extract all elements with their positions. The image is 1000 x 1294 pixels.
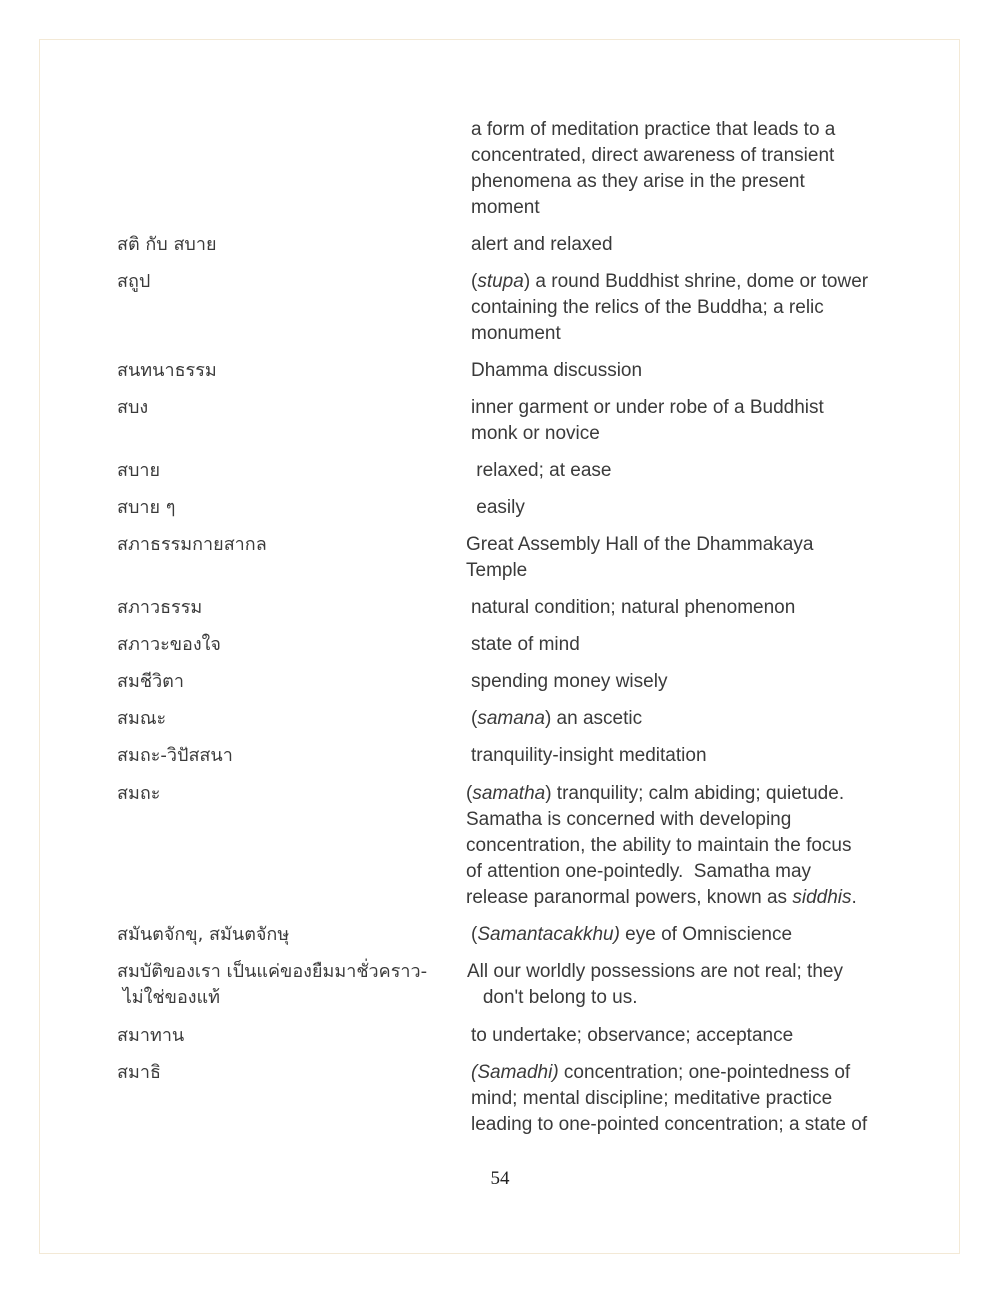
definition-italic: (Samadhi): [471, 1062, 559, 1083]
entry-term: สมันตจักขุ, สมันตจักษุ: [117, 924, 290, 945]
entry-term: สมชีวิตา: [117, 671, 184, 692]
entry-term: สมาทาน: [117, 1025, 185, 1046]
definition-text: (: [471, 271, 478, 292]
entry-term: สบาย: [117, 460, 161, 481]
definition-italic: siddhis: [792, 887, 852, 908]
definition-text: (: [471, 708, 478, 729]
entry-definition: Dhamma discussion: [471, 360, 643, 381]
entry-term: สมาธิ: [117, 1062, 161, 1083]
entry-definition: alert and relaxed: [471, 234, 613, 255]
entry-definition: spending money wisely: [471, 671, 668, 692]
entry-definition: easily: [471, 497, 525, 518]
definition-text: ) tranquility; calm abiding; quietude. Samatha is concerned with developing concentration, the ability to maintain the focus of attention one-pointedly. Samatha may release paranormal powers, known as: [466, 783, 852, 908]
entry-term: สถูป: [117, 271, 151, 292]
definition-text: (: [471, 924, 478, 945]
entry-term: สภาวะของใจ: [117, 634, 221, 655]
entry-term: สมถะ: [117, 783, 161, 804]
entry-definition: [466, 781, 886, 911]
entry-term: สบาย ๆ: [117, 497, 176, 518]
entry-definition: tranquility-insight meditation: [471, 745, 707, 766]
entry-term: สบง: [117, 397, 149, 418]
entry-term: สมบัติของเรา เป็นแค่ของยืมมาชั่วคราว- ไม่ใช่ของแท้: [117, 961, 428, 1008]
entry-term: สภาวธรรม: [117, 597, 203, 618]
definition-text: ) a round Buddhist shrine, dome or tower containing the relics of the Buddha; a relic monument: [471, 271, 869, 344]
entry-definition: [471, 269, 891, 347]
definition-text: ) an ascetic: [544, 708, 643, 729]
entry-definition: a form of meditation practice that leads to a concentrated, direct awareness of transient phenomena as they arise in the present moment: [471, 119, 836, 218]
entry-definition: state of mind: [471, 634, 580, 655]
entry-definition: natural condition; natural phenomenon: [471, 597, 796, 618]
entry-definition: [471, 922, 891, 948]
definition-text: (: [466, 783, 473, 804]
entry-term: สภาธรรมกายสากล: [117, 534, 267, 555]
entry-term: สนทนาธรรม: [117, 360, 217, 381]
entry-definition: [471, 1060, 891, 1138]
entry-definition: relaxed; at ease: [471, 460, 612, 481]
definition-text: concentration; one-pointedness of mind; mental discipline; meditative practice leading to one-pointed concentration; a state of: [471, 1062, 868, 1135]
entry-term: สติ กับ สบาย: [117, 234, 217, 255]
definition-italic: samana: [477, 708, 545, 729]
definition-italic: samatha: [472, 783, 546, 804]
entry-definition: All our worldly possessions are not real; they don't belong to us.: [467, 961, 843, 1008]
definition-text: .: [851, 887, 857, 908]
definition-italic: Samantacakkhu): [477, 924, 620, 945]
definition-text: eye of Omniscience: [619, 924, 793, 945]
entry-definition: inner garment or under robe of a Buddhist monk or novice: [471, 397, 824, 444]
entry-definition: to undertake; observance; acceptance: [471, 1025, 794, 1046]
entry-term: สมถะ-วิปัสสนา: [117, 745, 233, 766]
entry-definition: Great Assembly Hall of the Dhammakaya Temple: [466, 534, 814, 581]
definition-italic: stupa: [477, 271, 524, 292]
page-number: 54: [490, 1168, 510, 1189]
entry-term: สมณะ: [117, 708, 167, 729]
entry-definition: [471, 706, 891, 732]
